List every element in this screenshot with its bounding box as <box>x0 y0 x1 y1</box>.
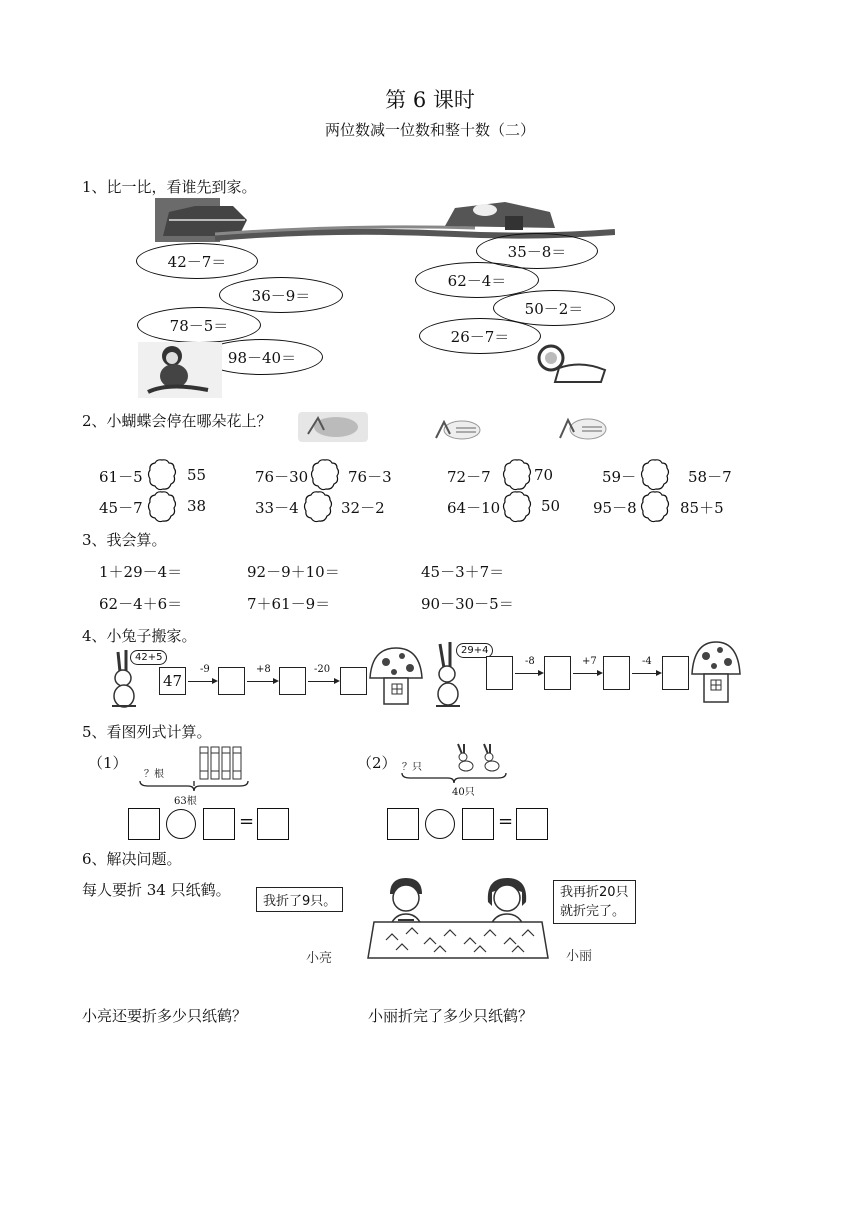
compare-right: 85＋5 <box>680 499 724 517</box>
compare-left: 76－30 <box>255 468 309 486</box>
compare-right: 38 <box>187 497 207 515</box>
expression: 45－3＋7＝ <box>421 563 505 581</box>
chain-box[interactable] <box>340 667 367 695</box>
expression: 90－30－5＝ <box>421 595 514 613</box>
race-oval-left-1: 42－7＝ <box>136 243 258 279</box>
answer-box[interactable] <box>516 808 548 840</box>
answer-box[interactable] <box>387 808 419 840</box>
compare-right: 70 <box>534 466 554 484</box>
race-oval-left-3: 78－5＝ <box>137 307 261 343</box>
girl-speech-line: 我再折20只 <box>560 885 629 900</box>
compare-right: 58－7 <box>688 468 732 486</box>
boy-speech-bubble: 我折了9只。 <box>256 887 343 912</box>
race-oval-left-2: 36－9＝ <box>219 277 343 313</box>
page-title: 第 6 课时 <box>385 88 475 112</box>
compare-left: 33－4 <box>255 499 299 517</box>
expression: 1＋29－4＝ <box>99 563 183 581</box>
problem-number: （2） <box>357 754 397 772</box>
chain-op: -4 <box>642 656 652 667</box>
q3-label: 3、我会算。 <box>82 531 167 549</box>
arrow-icon <box>573 673 601 674</box>
chain-op: -9 <box>200 664 210 675</box>
chain-op: +7 <box>582 656 597 667</box>
mushroom-house-icon <box>368 644 424 710</box>
race-oval-right-3: 50－2＝ <box>493 290 615 326</box>
sticks-illustration <box>196 745 244 781</box>
girl-speech-bubble <box>553 880 636 924</box>
paper-cranes-table <box>366 918 550 962</box>
mushroom-house-icon <box>690 638 742 708</box>
answer-box[interactable] <box>203 808 235 840</box>
chain-op: -20 <box>314 664 331 675</box>
compare-left: 59－ <box>602 468 637 486</box>
flower-blank[interactable] <box>147 490 177 524</box>
butterfly-icon <box>556 414 610 444</box>
unknown-label: ？根 <box>144 769 164 780</box>
operator-circle[interactable] <box>166 809 196 839</box>
arrow-icon <box>308 681 338 682</box>
answer-box[interactable] <box>462 808 494 840</box>
chain-box[interactable] <box>662 656 689 690</box>
compare-left: 64－10 <box>447 499 501 517</box>
compare-left: 72－7 <box>447 468 491 486</box>
unknown-label: ？只 <box>402 762 422 773</box>
answer-box[interactable] <box>257 808 289 840</box>
race-oval-right-4: 26－7＝ <box>419 318 541 354</box>
problem-statement: 每人要折 34 只纸鹤。 <box>82 881 231 899</box>
flower-blank[interactable] <box>502 490 532 524</box>
chain-box[interactable] <box>486 656 513 690</box>
total-label: 40只 <box>452 787 475 798</box>
speech-bubble: 29+4 <box>456 643 493 658</box>
compare-left: 61－5 <box>99 468 143 486</box>
q6-label: 6、解决问题。 <box>82 850 182 868</box>
q5-label: 5、看图列式计算。 <box>82 723 212 741</box>
flower-blank[interactable] <box>310 458 340 492</box>
chain-box[interactable] <box>603 656 630 690</box>
expression: 92－9＋10＝ <box>247 563 340 581</box>
race-oval-left-4: 98－40＝ <box>201 339 323 375</box>
compare-right: 76－3 <box>348 468 392 486</box>
chain-box[interactable] <box>218 667 245 695</box>
problem-number: （1） <box>88 754 128 772</box>
answer-box[interactable] <box>128 808 160 840</box>
chain-box[interactable] <box>279 667 306 695</box>
compare-left: 95－8 <box>593 499 637 517</box>
chain-box-start: 47 <box>159 667 186 695</box>
compare-right: 32－2 <box>341 499 385 517</box>
q1-label: 1、比一比，看谁先到家。 <box>82 178 257 196</box>
equals-sign: = <box>498 811 514 832</box>
brace-icon <box>400 770 508 784</box>
compare-left: 45－7 <box>99 499 143 517</box>
chain-op: -8 <box>525 656 535 667</box>
speech-bubble: 42+5 <box>130 650 167 665</box>
chain-box[interactable] <box>544 656 571 690</box>
question-1: 小亮还要折多少只纸鹤？ <box>82 1007 248 1025</box>
expression: 7＋61－9＝ <box>247 595 331 613</box>
chain-op: +8 <box>256 664 271 675</box>
boy-name: 小亮 <box>306 951 333 966</box>
equals-sign: = <box>239 811 255 832</box>
compare-right: 55 <box>187 466 207 484</box>
operator-circle[interactable] <box>425 809 455 839</box>
flower-blank[interactable] <box>147 458 177 492</box>
page-subtitle: 两位数减一位数和整十数（二） <box>324 121 535 139</box>
butterfly-icon <box>296 410 370 444</box>
arrow-icon <box>188 681 216 682</box>
arrow-icon <box>247 681 277 682</box>
question-2: 小丽折完了多少只纸鹤？ <box>368 1007 534 1025</box>
girl-name: 小丽 <box>566 949 593 964</box>
q2-label: 2、小蝴蝶会停在哪朵花上？ <box>82 412 272 430</box>
race-oval-right-1: 35－8＝ <box>476 233 598 269</box>
monkey-illustration <box>138 342 222 398</box>
flower-blank[interactable] <box>303 490 333 524</box>
q4-label: 4、小兔子搬家。 <box>82 627 197 645</box>
arrow-icon <box>515 673 542 674</box>
arrow-icon <box>632 673 660 674</box>
total-label: 63根 <box>174 796 197 807</box>
butterfly-icon <box>432 416 484 444</box>
flower-blank[interactable] <box>640 458 670 492</box>
brace-icon <box>138 778 250 792</box>
flower-blank[interactable] <box>502 458 532 492</box>
lion-illustration <box>535 342 613 388</box>
girl-speech-line: 就折完了。 <box>560 904 626 919</box>
flower-blank[interactable] <box>640 490 670 524</box>
compare-right: 50 <box>541 497 561 515</box>
expression: 62－4＋6＝ <box>99 595 183 613</box>
race-oval-right-2: 62－4＝ <box>415 262 539 298</box>
